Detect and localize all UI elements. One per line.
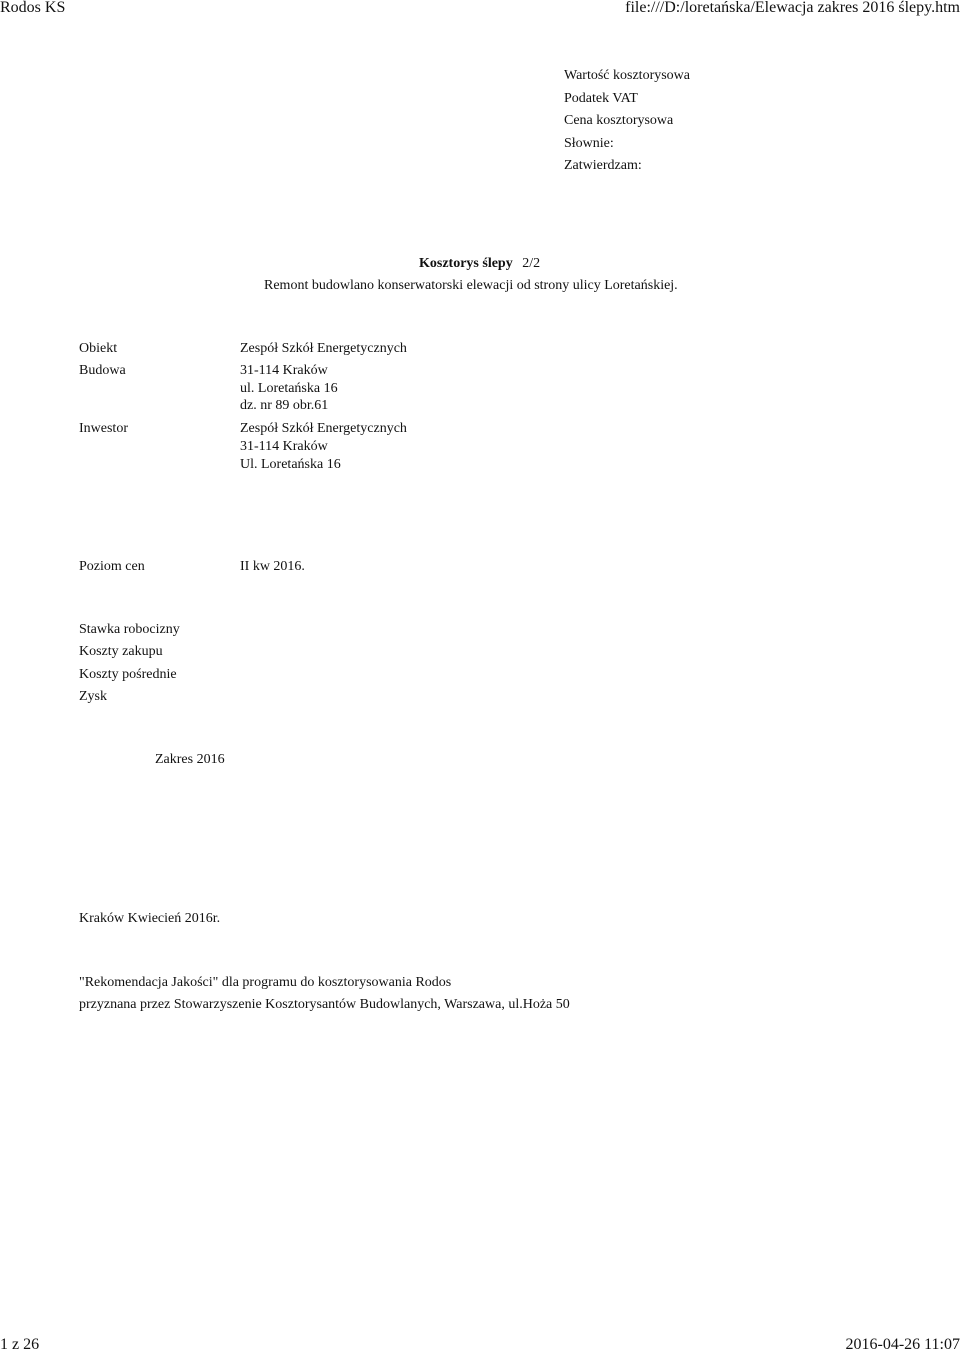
object-value: Zespół Szkół Energetycznych — [240, 341, 407, 356]
print-header-title: Rodos KS — [0, 0, 66, 16]
print-header-url: file:///D:/loretańska/Elewacja zakres 2016 ślepy.htm — [625, 0, 960, 16]
price-level-value: II kw 2016. — [240, 559, 305, 574]
rate-label-purchase: Koszty zakupu — [79, 644, 163, 659]
print-footer-page: 1 z 26 — [0, 1336, 40, 1353]
summary-line-value: Wartość kosztorysowa — [564, 68, 691, 83]
building-line: 31-114 Kraków — [240, 363, 328, 378]
estimate-number: 2/2 — [522, 256, 541, 271]
object-label: Obiekt — [79, 341, 118, 356]
investor-label: Inwestor — [79, 421, 128, 436]
price-level-label: Poziom cen — [79, 559, 145, 574]
estimate-description: Remont budowlano konserwatorski elewacji od strony ulicy Loretańskiej. — [264, 278, 678, 293]
summary-line-price: Cena kosztorysowa — [564, 113, 674, 128]
place-date: Kraków Kwiecień 2016r. — [79, 911, 221, 926]
investor-line: 31-114 Kraków — [240, 439, 328, 454]
summary-line-words: Słownie: — [564, 136, 614, 151]
building-line: ul. Loretańska 16 — [240, 381, 338, 396]
summary-line-vat: Podatek VAT — [564, 91, 638, 106]
building-line: dz. nr 89 obr.61 — [240, 398, 329, 413]
rate-label-indirect: Koszty pośrednie — [79, 667, 177, 682]
summary-line-approve: Zatwierdzam: — [564, 158, 642, 173]
rate-label-profit: Zysk — [79, 689, 107, 704]
estimate-title: Kosztorys ślepy — [419, 256, 513, 271]
print-footer-datetime: 2016-04-26 11:07 — [845, 1336, 960, 1353]
building-label: Budowa — [79, 363, 126, 378]
investor-line: Ul. Loretańska 16 — [240, 457, 341, 472]
rate-label-labor: Stawka robocizny — [79, 622, 180, 637]
recommendation-line-1: "Rekomendacja Jakości" dla programu do kosztorysowania Rodos — [79, 975, 452, 990]
estimate-heading — [419, 256, 540, 272]
recommendation-line-2: przyznana przez Stowarzyszenie Kosztorysantów Budowlanych, Warszawa, ul.Hoża 50 — [79, 997, 570, 1012]
scope-text: Zakres 2016 — [155, 752, 225, 767]
investor-line: Zespół Szkół Energetycznych — [240, 421, 407, 436]
